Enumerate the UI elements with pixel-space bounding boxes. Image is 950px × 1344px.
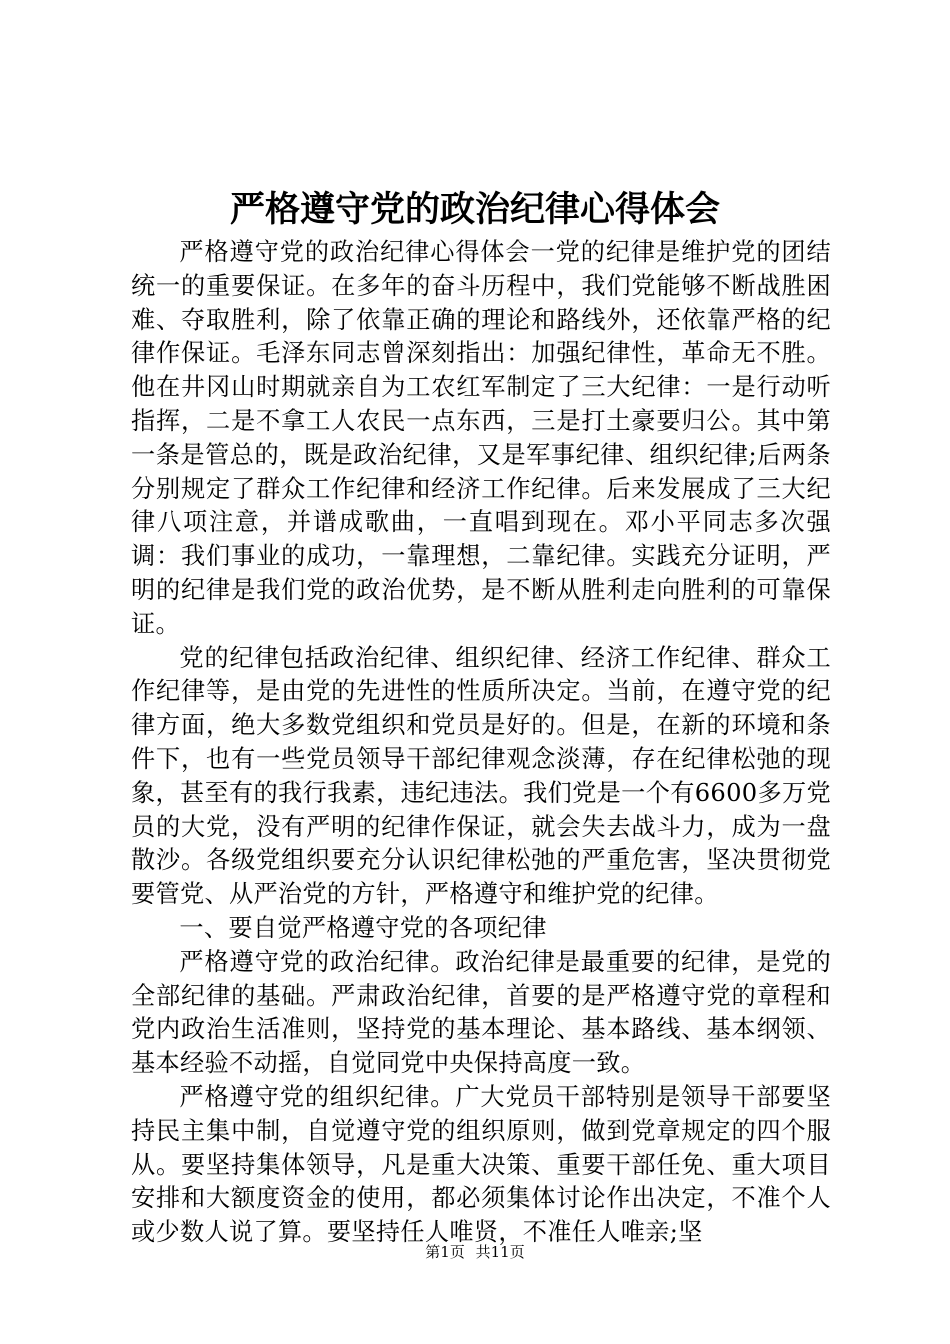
paragraph-organizational-discipline: 严格遵守党的组织纪律。广大党员干部特别是领导干部要坚持民主集中制，自觉遵守党的组织原则，做到党章规定的四个服从。要坚持集体领导，凡是重大决策、重要干部任免、重大项目安排和大额度资金的使用，都必须集体讨论作出决定，不准个人或少数人说了算。要坚持任人唯贤，不准任人唯亲;坚 [131, 1082, 831, 1247]
page-total: 共11页 [475, 1243, 525, 1261]
page-number: 第1页 [425, 1243, 465, 1261]
document-body [131, 236, 831, 1250]
paragraph-discipline-types: 党的纪律包括政治纪律、组织纪律、经济工作纪律、群众工作纪律等，是由党的先进性的性质所决定。当前，在遵守党的纪律方面，绝大多数党组织和党员是好的。但是，在新的环境和条件下，也有一些党员领导干部纪律观念淡薄，存在纪律松弛的现象，甚至有的我行我素，违纪违法。我们党是一个有6600多万党员的大党，没有严明的纪律作保证，就会失去战斗力，成为一盘散沙。各级党组织要充分认识纪律松弛的严重危害，坚决贯彻党要管党、从严治党的方针，严格遵守和维护党的纪律。 [131, 643, 831, 909]
paragraph-intro: 严格遵守党的政治纪律心得体会一党的纪律是维护党的团结统一的重要保证。在多年的奋斗历程中，我们党能够不断战胜困难、夺取胜利，除了依靠正确的理论和路线外，还依靠严格的纪律作保证。毛泽东同志曾深刻指出：加强纪律性，革命无不胜。他在井冈山时期就亲自为工农红军制定了三大纪律：一是行动听指挥，二是不拿工人农民一点东西，三是打土豪要归公。其中第一条是管总的，既是政治纪律，又是军事纪律、组织纪律;后两条分别规定了群众工作纪律和经济工作纪律。后来发展成了三大纪律八项注意，并谱成歌曲，一直唱到现在。邓小平同志多次强调：我们事业的成功，一靠理想，二靠纪律。实践充分证明，严明的纪律是我们党的政治优势，是不断从胜利走向胜利的可靠保证。 [131, 238, 831, 638]
document-title: 严格遵守党的政治纪律心得体会 [229, 189, 720, 230]
section-heading: 一、要自觉严格遵守党的各项纪律 [179, 913, 547, 942]
paragraph-political-discipline: 严格遵守党的政治纪律。政治纪律是最重要的纪律，是党的全部纪律的基础。严肃政治纪律，首要的是严格遵守党的章程和党内政治生活准则，坚持党的基本理论、基本路线、基本纲领、基本经验不动摇，自觉同党中央保持高度一致。 [131, 947, 831, 1078]
page-footer [0, 1242, 950, 1262]
